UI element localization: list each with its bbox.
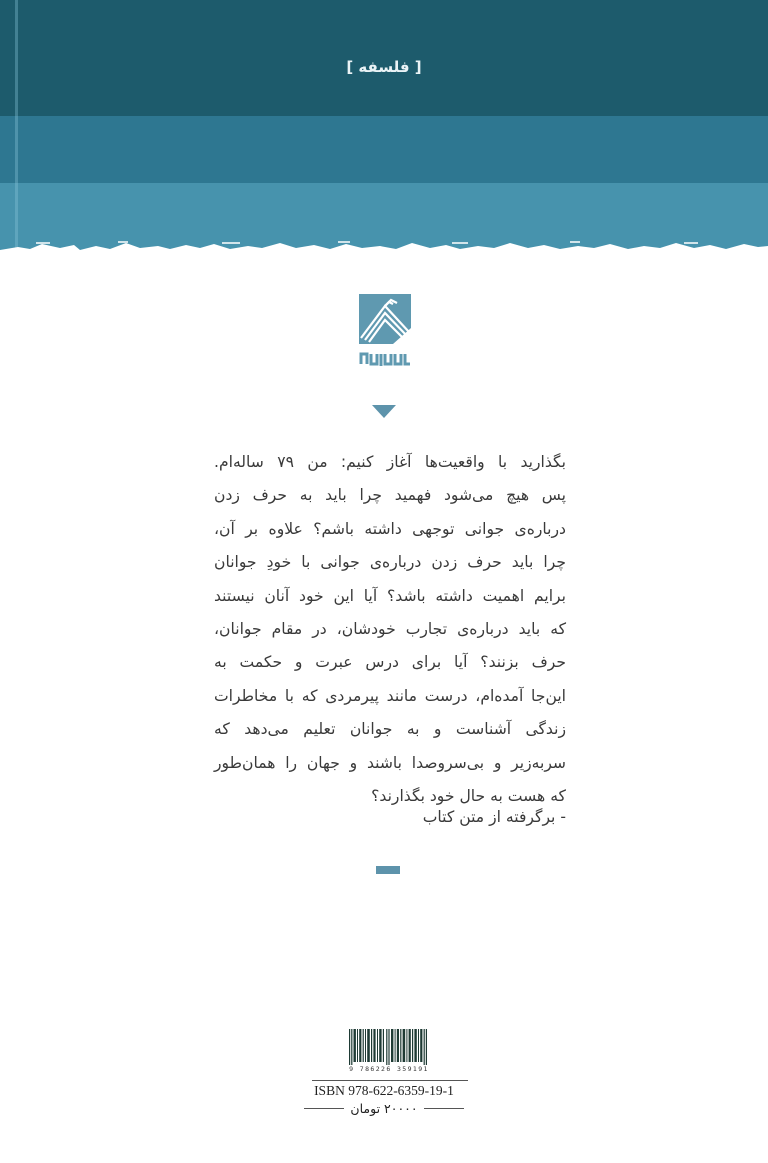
publisher-logo-books-icon — [355, 294, 415, 374]
price-rule-left — [304, 1108, 344, 1109]
quote-line: که هست به حال خود بگذارند؟ — [371, 787, 566, 806]
spine-line — [15, 0, 18, 250]
quote-line: چرا باید حرف زدن درباره‌ی جوانی با خودِ جوانان — [214, 553, 566, 572]
header-band-mid — [0, 116, 768, 183]
price-label: ۲۰۰۰۰ تومان — [350, 1101, 418, 1116]
price-row — [0, 1101, 768, 1116]
isbn-divider — [312, 1080, 468, 1081]
quote-line: پس هیچ می‌شود فهمید چرا باید به حرف زدن — [214, 486, 566, 505]
quote-line: زندگی آشناست و به جوانان تعلیم می‌دهد که — [214, 720, 566, 739]
quote-line: درباره‌ی جوانی توجهی داشته باشم؟ علاوه بر آن، — [214, 519, 566, 538]
quote-line: که باید درباره‌ی تجارب خودشان، در مقام جوانان، — [214, 620, 566, 639]
separator-bar — [376, 866, 400, 874]
barcode-digits: 9 786226 359191 — [349, 1065, 429, 1073]
cover-header — [0, 0, 768, 260]
category-label: [ فلسفه ] — [346, 58, 422, 76]
quote-line: حرف بزنند؟ آیا برای درس عبرت و حکمت به — [214, 653, 566, 672]
barcode-bars-icon — [349, 1029, 427, 1065]
price-rule-right — [424, 1108, 464, 1109]
quote-line: بگذارید با واقعیت‌ها آغاز کنیم: من ۷۹ ساله‌ام. — [214, 453, 566, 471]
quote-line: سربه‌زیر و بی‌سروصدا باشند و جهان را همان‌طور — [214, 753, 566, 772]
barcode — [343, 1025, 435, 1077]
quote-source: - برگرفته از متن کتاب — [422, 808, 566, 826]
isbn-number: ISBN 978-622-6359-19-1 — [314, 1083, 454, 1098]
quote-line: این‌جا آمده‌ام، درست مانند پیرمردی که با مخاطرات — [214, 686, 566, 705]
torn-paper-edge — [0, 236, 768, 262]
quote-line: برایم اهمیت داشته باشد؟ آیا این خود آنان نیستند — [214, 586, 566, 605]
down-triangle-icon — [372, 405, 396, 419]
back-cover-quote — [214, 446, 566, 813]
